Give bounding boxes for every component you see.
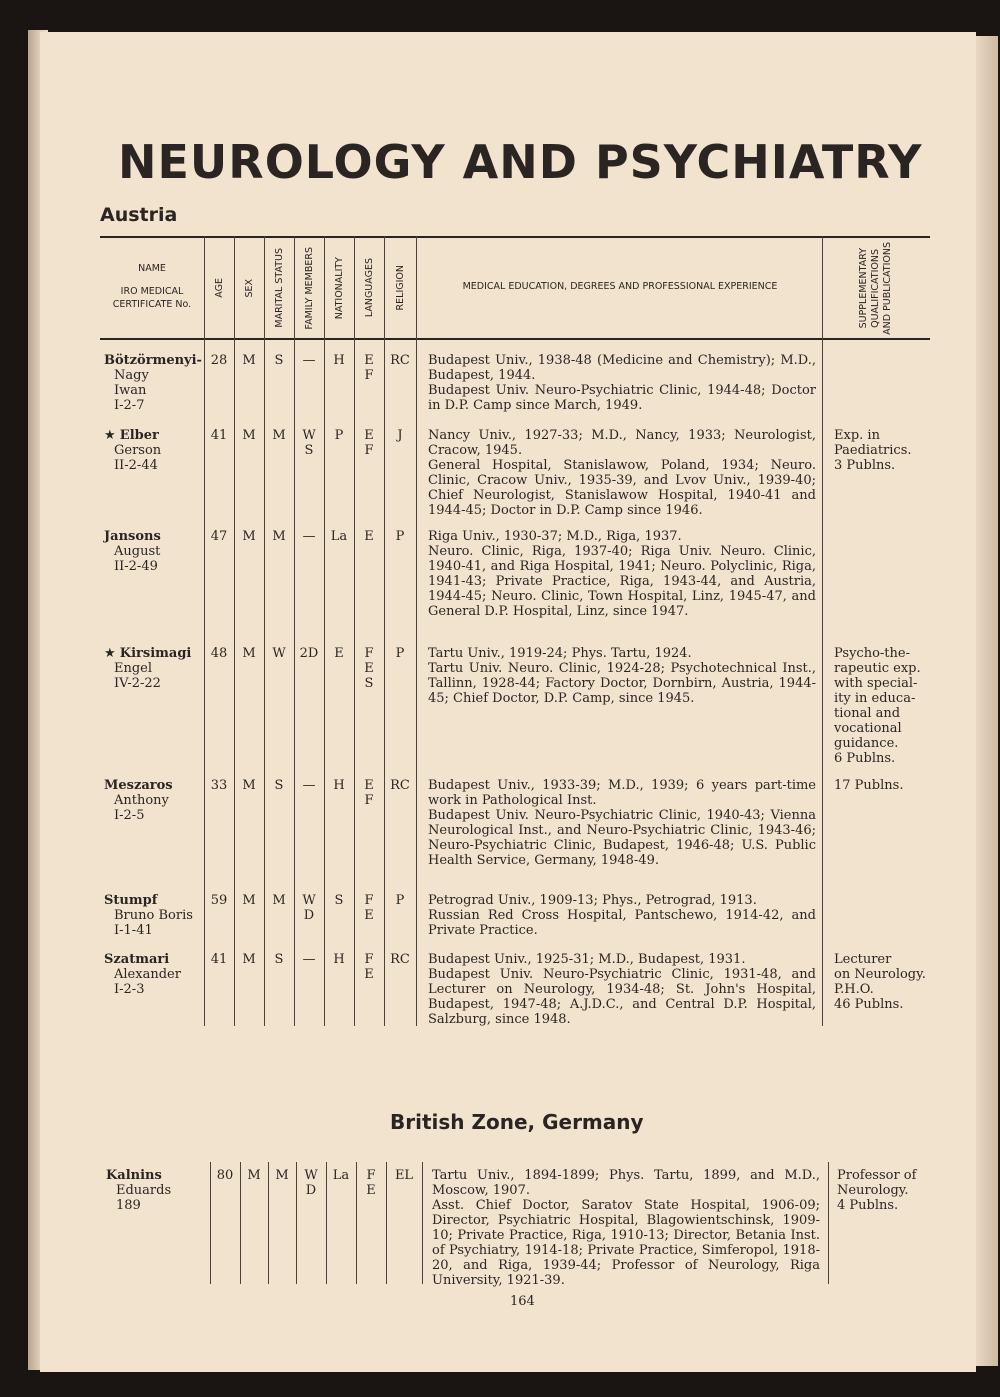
supplementary-line: Paediatrics. bbox=[834, 443, 912, 458]
surname: ★ Kirsimagi bbox=[104, 646, 192, 661]
star-icon: ★ bbox=[104, 428, 120, 443]
languages-value: E bbox=[364, 661, 374, 676]
supplementary-line: Psycho-the- bbox=[834, 646, 910, 661]
languages-value: F bbox=[364, 443, 374, 458]
name-detail: I-1-41 bbox=[114, 923, 153, 938]
header-bottom-rule bbox=[100, 338, 930, 340]
family-cell bbox=[294, 893, 324, 923]
age-cell: 28 bbox=[210, 353, 228, 368]
column-rule bbox=[416, 236, 417, 1026]
languages-cell bbox=[354, 646, 384, 691]
name-detail: I-2-7 bbox=[114, 398, 145, 413]
medical-paragraph: Asst. Chief Doctor, Saratov State Hospital, 1906-09; Director, Psychiatric Hospital, Blagowientschinsk, 1909-10; Private Practice, Riga, 1910-13; Director, Betania Inst. of Psychiatry, 1914-18; Private Practice, Simferopol, 1918-20, and Riga, 1939-44; Professor of Neurology, Riga University, 1921-39. bbox=[432, 1198, 820, 1288]
supplementary-line: Neurology. bbox=[837, 1183, 909, 1198]
age-cell: 33 bbox=[210, 778, 228, 793]
surname: Szatmari bbox=[104, 952, 170, 967]
supplementary-line: 4 Publns. bbox=[837, 1198, 899, 1213]
languages-value: E bbox=[364, 529, 374, 544]
sex-cell: M bbox=[242, 428, 256, 443]
header-languages: LANGUAGES bbox=[363, 258, 375, 318]
name-detail: Eduards bbox=[116, 1183, 172, 1198]
family-value: W bbox=[304, 1168, 318, 1183]
nationality-cell: La bbox=[330, 529, 348, 544]
languages-cell bbox=[354, 778, 384, 808]
medical-cell bbox=[428, 529, 816, 619]
marital-cell: M bbox=[272, 893, 286, 908]
page-number: 164 bbox=[510, 1294, 535, 1309]
nationality-cell: La bbox=[332, 1168, 350, 1183]
supplementary-line: 17 Publns. bbox=[834, 778, 904, 793]
supplementary-cell bbox=[834, 952, 934, 1012]
languages-value: F bbox=[364, 368, 374, 383]
surname: Jansons bbox=[104, 529, 161, 544]
name-detail: August bbox=[114, 544, 161, 559]
family-value: W bbox=[302, 428, 316, 443]
marital-cell: S bbox=[274, 952, 284, 967]
religion-cell: RC bbox=[390, 353, 410, 368]
name-detail: Anthony bbox=[114, 793, 169, 808]
name-detail: 189 bbox=[116, 1198, 141, 1213]
medical-paragraph: Budapest Univ., 1938-48 (Medicine and Chemistry); M.D., Budapest, 1944. bbox=[428, 353, 816, 383]
medical-paragraph: Russian Red Cross Hospital, Pantschewo, 1914-42, and Private Practice. bbox=[428, 908, 816, 938]
family-value: S bbox=[304, 443, 314, 458]
sex-cell: M bbox=[242, 529, 256, 544]
languages-value: E bbox=[364, 967, 374, 982]
supplementary-line: Lecturer bbox=[834, 952, 892, 967]
header-family-members: FAMILY MEMBERS bbox=[303, 246, 315, 330]
religion-cell: P bbox=[395, 646, 405, 661]
age-cell: 41 bbox=[210, 952, 228, 967]
medical-cell bbox=[428, 952, 816, 1027]
supplementary-line: vocational bbox=[834, 721, 902, 736]
medical-cell bbox=[428, 893, 816, 938]
supplementary-cell bbox=[834, 646, 934, 766]
medical-paragraph: Budapest Univ., 1933-39; M.D., 1939; 6 years part-time work in Pathological Inst. bbox=[428, 778, 816, 808]
surname: Bötzörmenyi- bbox=[104, 353, 202, 368]
languages-cell bbox=[356, 1168, 386, 1198]
header-age: AGE bbox=[213, 278, 225, 298]
supplementary-line: 6 Publns. bbox=[834, 751, 896, 766]
name-cell bbox=[104, 646, 208, 691]
name-cell bbox=[104, 353, 208, 413]
sex-cell: M bbox=[242, 778, 256, 793]
marital-cell: M bbox=[272, 428, 286, 443]
religion-cell: P bbox=[395, 529, 405, 544]
nationality-cell: H bbox=[333, 778, 345, 793]
header-marital-status: MARITAL STATUS bbox=[273, 248, 285, 328]
medical-paragraph: Budapest Univ. Neuro-Psychiatric Clinic, 1931-48, and Lecturer on Neurology, 1934-48; St. John's Hospital, Budapest, 1947-48; A.J.D.C., and Central D.P. Hospital, Salzburg, since 1948. bbox=[428, 967, 816, 1027]
family-value: 2D bbox=[299, 646, 319, 661]
surname: Kalnins bbox=[106, 1168, 162, 1183]
sex-cell: M bbox=[242, 646, 256, 661]
family-value: W bbox=[302, 893, 316, 908]
religion-cell: P bbox=[395, 893, 405, 908]
sex-cell: M bbox=[242, 353, 256, 368]
name-cell bbox=[104, 952, 208, 997]
medical-paragraph: Budapest Univ. Neuro-Psychiatric Clinic, 1940-43; Vienna Neurological Inst., and Neuro-Psychiatric Clinic, 1943-46; Neuro-Psychiatric Clinic, Budapest, 1946-48; U.S. Public Health Service, Germany, 1948-49. bbox=[428, 808, 816, 868]
supplementary-cell bbox=[834, 428, 934, 473]
name-cell bbox=[104, 778, 208, 823]
name-detail: I-2-5 bbox=[114, 808, 145, 823]
nationality-cell: E bbox=[334, 646, 344, 661]
family-value: D bbox=[305, 1183, 317, 1198]
age-cell: 48 bbox=[210, 646, 228, 661]
nationality-cell: S bbox=[334, 893, 344, 908]
name-detail: Iwan bbox=[114, 383, 147, 398]
religion-cell: EL bbox=[394, 1168, 414, 1183]
languages-value: E bbox=[366, 1183, 376, 1198]
religion-cell: RC bbox=[390, 952, 410, 967]
name-detail: II-2-44 bbox=[114, 458, 158, 473]
name-detail: Bruno Boris bbox=[114, 908, 193, 923]
sex-cell: M bbox=[242, 952, 256, 967]
name-cell bbox=[104, 893, 208, 938]
marital-cell: M bbox=[272, 529, 286, 544]
languages-cell bbox=[354, 529, 384, 544]
name-detail: Gerson bbox=[114, 443, 162, 458]
family-cell bbox=[294, 778, 324, 793]
languages-value: F bbox=[364, 646, 374, 661]
medical-paragraph: Tartu Univ., 1894-1899; Phys. Tartu, 1899, and M.D., Moscow, 1907. bbox=[432, 1168, 820, 1198]
section-heading-british-zone: British Zone, Germany bbox=[390, 1110, 644, 1134]
medical-paragraph: General Hospital, Stanislawow, Poland, 1934; Neuro. Clinic, Cracow Univ., 1935-39, and Lvov Univ., 1939-40; Chief Neurologist, Stanislawow Hospital, 1940-41 and 1944-45; Doctor in D.P. Camp since 1946. bbox=[428, 458, 816, 518]
name-detail: I-2-3 bbox=[114, 982, 145, 997]
languages-value: E bbox=[364, 908, 374, 923]
languages-cell bbox=[354, 893, 384, 923]
medical-paragraph: Tartu Univ., 1919-24; Phys. Tartu, 1924. bbox=[428, 646, 692, 661]
age-cell: 41 bbox=[210, 428, 228, 443]
languages-value: S bbox=[364, 676, 374, 691]
header-supplementary: SUPPLEMENTARY QUALIFICATIONS AND PUBLICATIONS bbox=[858, 241, 893, 335]
name-detail: II-2-49 bbox=[114, 559, 158, 574]
marital-cell: S bbox=[274, 353, 284, 368]
header-name bbox=[100, 262, 204, 311]
supplementary-line: Professor of bbox=[837, 1168, 917, 1183]
supplementary-line: guidance. bbox=[834, 736, 899, 751]
supplementary-cell bbox=[834, 778, 934, 793]
name-detail: IV-2-22 bbox=[114, 676, 161, 691]
name-detail: Alexander bbox=[114, 967, 181, 982]
header-sex: SEX bbox=[243, 278, 255, 298]
sex-cell: M bbox=[242, 893, 256, 908]
age-cell: 47 bbox=[210, 529, 228, 544]
age-cell: 59 bbox=[210, 893, 228, 908]
name-cell bbox=[104, 428, 208, 473]
languages-value: E bbox=[364, 428, 374, 443]
header-name-line2: IRO MEDICAL bbox=[120, 286, 184, 297]
marital-cell: M bbox=[275, 1168, 289, 1183]
medical-paragraph: Nancy Univ., 1927-33; M.D., Nancy, 1933; Neurologist, Cracow, 1945. bbox=[428, 428, 816, 458]
medical-paragraph: Neuro. Clinic, Riga, 1937-40; Riga Univ. Neuro. Clinic, 1940-41, and Riga Hospital, 1941; Neuro. Polyclinic, Riga, 1941-43; Private Practice, Riga, 1943-44, and Austria, 1944-45; Neuro. Clinic, Town Hospital, Linz, 1945-47, and General D.P. Hospital, Linz, since 1947. bbox=[428, 544, 816, 619]
supplementary-line: 3 Publns. bbox=[834, 458, 896, 473]
religion-cell: J bbox=[397, 428, 403, 443]
supplementary-line: rapeutic exp. bbox=[834, 661, 921, 676]
family-value: — bbox=[302, 952, 316, 967]
family-cell bbox=[294, 353, 324, 368]
religion-cell: RC bbox=[390, 778, 410, 793]
languages-value: E bbox=[364, 778, 374, 793]
medical-paragraph: Budapest Univ., 1925-31; M.D., Budapest, 1931. bbox=[428, 952, 746, 967]
name-cell bbox=[104, 529, 208, 574]
supplementary-line: Exp. in bbox=[834, 428, 880, 443]
languages-value: F bbox=[364, 793, 374, 808]
languages-value: E bbox=[364, 353, 374, 368]
family-cell bbox=[294, 952, 324, 967]
medical-cell bbox=[428, 778, 816, 868]
surname: Stumpf bbox=[104, 893, 158, 908]
family-value: D bbox=[303, 908, 315, 923]
name-detail: Nagy bbox=[114, 368, 149, 383]
section-heading-austria: Austria bbox=[100, 204, 178, 226]
nationality-cell: P bbox=[334, 428, 344, 443]
supplementary-cell bbox=[837, 1168, 937, 1213]
supplementary-line: on Neurology. bbox=[834, 967, 926, 982]
supplementary-line: tional and bbox=[834, 706, 901, 721]
star-icon: ★ bbox=[104, 646, 120, 661]
name-detail: Engel bbox=[114, 661, 153, 676]
surname: ★ Elber bbox=[104, 428, 159, 443]
languages-value: F bbox=[364, 952, 374, 967]
languages-cell bbox=[354, 428, 384, 458]
medical-paragraph: Petrograd Univ., 1909-13; Phys., Petrograd, 1913. bbox=[428, 893, 757, 908]
family-cell bbox=[294, 646, 324, 661]
surname: Meszaros bbox=[104, 778, 173, 793]
supplementary-line: with special- bbox=[834, 676, 918, 691]
family-value: — bbox=[302, 529, 316, 544]
family-cell bbox=[294, 529, 324, 544]
medical-cell bbox=[428, 646, 816, 706]
medical-paragraph: Riga Univ., 1930-37; M.D., Riga, 1937. bbox=[428, 529, 682, 544]
table-top-rule bbox=[100, 236, 930, 238]
family-cell bbox=[296, 1168, 326, 1198]
marital-cell: S bbox=[274, 778, 284, 793]
age-cell: 80 bbox=[216, 1168, 234, 1183]
nationality-cell: H bbox=[333, 353, 345, 368]
supplementary-line: ity in educa- bbox=[834, 691, 916, 706]
column-rule bbox=[828, 1162, 829, 1284]
header-name-line1: NAME bbox=[138, 263, 166, 274]
sex-cell: M bbox=[247, 1168, 261, 1183]
family-value: — bbox=[302, 353, 316, 368]
medical-paragraph: Budapest Univ. Neuro-Psychiatric Clinic, 1944-48; Doctor in D.P. Camp since March, 1949. bbox=[428, 383, 816, 413]
medical-cell bbox=[428, 428, 816, 518]
name-cell bbox=[106, 1168, 210, 1213]
languages-cell bbox=[354, 353, 384, 383]
languages-value: F bbox=[366, 1168, 376, 1183]
supplementary-line: 46 Publns. bbox=[834, 997, 904, 1012]
marital-cell: W bbox=[272, 646, 286, 661]
header-name-line3: CERTIFICATE No. bbox=[112, 299, 192, 310]
header-religion: RELIGION bbox=[394, 265, 406, 311]
medical-cell bbox=[432, 1168, 820, 1288]
languages-cell bbox=[354, 952, 384, 982]
page-title: NEUROLOGY AND PSYCHIATRY bbox=[118, 135, 923, 189]
nationality-cell: H bbox=[333, 952, 345, 967]
medical-paragraph: Tartu Univ. Neuro. Clinic, 1924-28; Psychotechnical Inst., Tallinn, 1928-44; Factory Doctor, Dornbirn, Austria, 1944-45; Chief Doctor, D.P. Camp, since 1945. bbox=[428, 661, 816, 706]
family-value: — bbox=[302, 778, 316, 793]
supplementary-line: P.H.O. bbox=[834, 982, 874, 997]
languages-value: F bbox=[364, 893, 374, 908]
header-nationality: NATIONALITY bbox=[333, 256, 345, 320]
column-rule bbox=[822, 236, 823, 1026]
family-cell bbox=[294, 428, 324, 458]
header-medical-education: MEDICAL EDUCATION, DEGREES AND PROFESSIONAL EXPERIENCE bbox=[462, 281, 778, 292]
column-rule bbox=[422, 1162, 423, 1284]
medical-cell bbox=[428, 353, 816, 413]
